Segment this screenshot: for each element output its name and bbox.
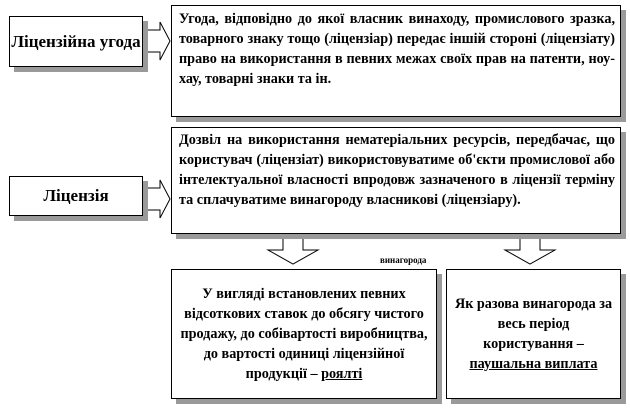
definition-license-text: Дозвіл на використання нематеріальних ресурсів, передбачає, що користувач (ліцензіат) використовуватиме об'єкти промислової або інтелектуальної власності впродовж зазначеного в ліцензії терміну та сплачуватиме винагороду власникові (ліцензіару). [179,132,615,208]
definition-license-agreement [171,5,621,117]
down-arrow-lump-sum [505,237,555,264]
payment-lump-sum-text: Як разова винагорода за весь період користування – [454,296,613,352]
term-license-agreement [9,16,143,67]
definition-license [171,127,621,234]
term-license-label: Ліцензія [43,186,109,205]
term-license-agreement-label: Ліцензійна угода [11,31,141,51]
payment-lump-sum-content [453,294,614,374]
term-license [9,176,143,216]
right-arrow-2 [143,180,170,218]
down-arrow-royalty [268,237,318,264]
right-arrow-1 [143,22,170,60]
payment-royalty-text: У вигляді встановлених певних відсоткових ставок до обсягу чистого продажу, до собівартості виробництва, до вартості одиниці ліцензійної продукції – [180,286,428,382]
payment-royalty-content [178,284,430,384]
payment-royalty-term: роялті [321,366,363,382]
payment-royalty [171,269,437,399]
arrow-label-reward: винагорода [380,255,427,265]
definition-license-agreement-text: Угода, відповідно до якої власник винаходу, промислового зразка, товарного знаку тощо (ліцензіар) передає іншій стороні (ліцензіату) право на використання в певних межах своїх прав на патенти, ноу-хау, товарні знаки та ін. [179,11,615,87]
payment-lump-sum [446,269,621,399]
payment-lump-sum-term: паушальна виплата [469,356,598,372]
